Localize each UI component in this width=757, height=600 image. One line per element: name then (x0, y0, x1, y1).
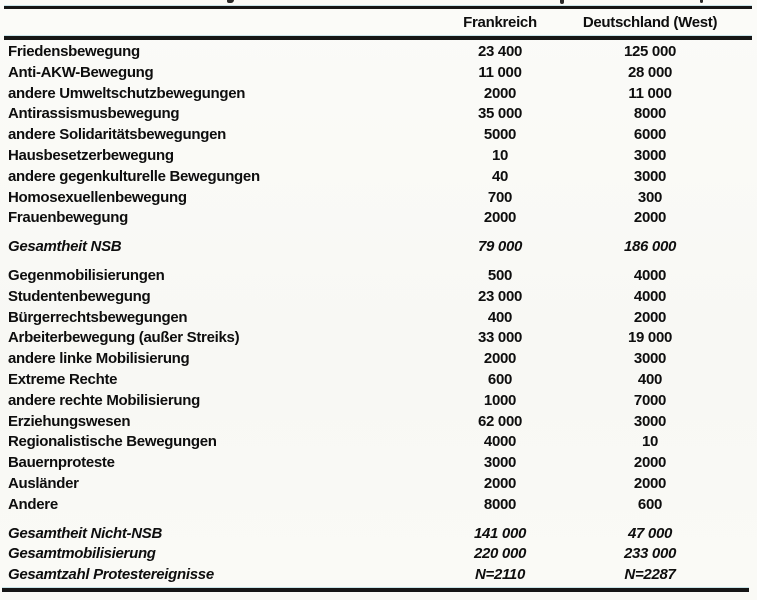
row-label: andere gegenkulturelle Bewegungen (8, 167, 260, 185)
row-value-frankreich: 1000 (483, 391, 517, 409)
row-value-frankreich: 8000 (483, 495, 517, 513)
row-value-frankreich: 600 (487, 370, 513, 388)
column-header-frankreich: Frankreich (463, 14, 537, 31)
table-row (0, 125, 757, 146)
table-row (0, 565, 757, 586)
row-label: Gesamtmobilisierung (8, 545, 156, 563)
row-value-frankreich: 2000 (483, 84, 517, 102)
row-label: Gesamtheit NSB (8, 238, 122, 256)
table-body (0, 40, 757, 586)
row-value-deutschland: 3000 (633, 412, 667, 430)
cropped-text-fragment (700, 0, 703, 3)
table-row (0, 167, 757, 188)
table-row (0, 391, 757, 412)
row-label: Frauenbewegung (8, 209, 128, 227)
table-row (0, 474, 757, 495)
row-value-frankreich: 700 (487, 188, 513, 206)
table-row (0, 104, 757, 125)
row-label: Arbeiterbewegung (außer Streiks) (8, 329, 240, 347)
row-value-deutschland: 4000 (633, 287, 667, 305)
row-value-frankreich: 220 000 (473, 545, 527, 563)
row-value-deutschland: 300 (637, 188, 663, 206)
table-row (0, 495, 757, 516)
row-value-frankreich: 2000 (483, 350, 517, 368)
table-row (0, 42, 757, 63)
row-value-frankreich: 62 000 (477, 412, 523, 430)
table-row (0, 328, 757, 349)
row-value-deutschland: 400 (637, 370, 663, 388)
row-value-deutschland: 2000 (633, 308, 667, 326)
row-label: andere rechte Mobilisierung (8, 391, 200, 409)
row-value-frankreich: 2000 (483, 474, 517, 492)
cropped-text-fragment (227, 0, 234, 3)
row-label: Gesamtheit Nicht-NSB (8, 524, 163, 542)
row-value-deutschland: 3000 (633, 350, 667, 368)
row-value-frankreich: 23 400 (477, 43, 523, 60)
row-value-frankreich: 141 000 (473, 524, 527, 542)
row-value-deutschland: 4000 (633, 266, 667, 284)
row-label: Erziehungswesen (8, 412, 131, 430)
row-label: Studentenbewegung (8, 287, 151, 305)
table-row (0, 188, 757, 209)
table-header-row (0, 9, 757, 36)
table-row (0, 146, 757, 167)
table-row (0, 412, 757, 433)
row-value-deutschland: 6000 (633, 126, 667, 144)
table-row (0, 266, 757, 287)
row-label: Andere (8, 495, 58, 513)
row-label: Bauernproteste (8, 454, 115, 472)
row-label: andere linke Mobilisierung (8, 350, 190, 368)
row-label: Bürgerrechtsbewegungen (8, 308, 188, 326)
row-value-deutschland: 233 000 (623, 545, 677, 563)
row-label: Gegenmobilisierungen (8, 266, 165, 284)
row-value-frankreich: N=2110 (474, 566, 526, 584)
table-bottom-rule (2, 588, 749, 592)
table-row (0, 349, 757, 370)
row-value-deutschland: 2000 (633, 474, 667, 492)
row-value-deutschland: 28 000 (627, 63, 673, 81)
table-row (0, 308, 757, 329)
cropped-text-fragment (560, 0, 564, 4)
row-value-deutschland: 8000 (633, 105, 667, 123)
column-header-deutschland-west: Deutschland (West) (582, 14, 718, 31)
row-value-frankreich: 500 (487, 266, 513, 284)
table-row (0, 84, 757, 105)
row-label: Hausbesetzerbewegung (8, 146, 174, 164)
row-label: Gesamtzahl Protestereignisse (8, 566, 214, 584)
row-label: Friedensbewegung (8, 43, 140, 60)
row-label: andere Solidaritätsbewegungen (8, 126, 227, 144)
row-label: Ausländer (8, 474, 79, 492)
row-label: Homosexuellenbewegung (8, 188, 187, 206)
row-value-deutschland: 19 000 (627, 329, 673, 347)
row-label: Anti-AKW-Bewegung (8, 63, 154, 81)
row-value-frankreich: 35 000 (477, 105, 523, 123)
row-value-deutschland: N=2287 (624, 566, 676, 584)
row-label: Regionalistische Bewegungen (8, 433, 217, 451)
table-row (0, 63, 757, 84)
row-value-deutschland: 10 (641, 433, 659, 451)
table-row (0, 524, 757, 545)
row-value-frankreich: 2000 (483, 209, 517, 227)
row-value-deutschland: 47 000 (627, 524, 673, 542)
table-row (0, 237, 757, 258)
row-value-frankreich: 79 000 (477, 238, 523, 256)
row-value-deutschland: 2000 (633, 454, 667, 472)
table-row (0, 287, 757, 308)
row-value-deutschland: 600 (637, 495, 663, 513)
table-row (0, 544, 757, 565)
row-value-frankreich: 10 (491, 146, 509, 164)
row-value-deutschland: 7000 (633, 391, 667, 409)
row-value-deutschland: 125 000 (623, 43, 677, 60)
row-value-frankreich: 33 000 (477, 329, 523, 347)
row-value-frankreich: 40 (491, 167, 509, 185)
row-value-frankreich: 11 000 (478, 63, 522, 81)
row-value-deutschland: 2000 (633, 209, 667, 227)
row-value-deutschland: 3000 (633, 167, 667, 185)
table-row (0, 208, 757, 229)
row-value-frankreich: 400 (487, 308, 513, 326)
row-value-deutschland: 186 000 (623, 238, 677, 256)
table-row (0, 432, 757, 453)
row-value-deutschland: 3000 (633, 146, 667, 164)
row-value-frankreich: 4000 (483, 433, 517, 451)
row-value-frankreich: 5000 (483, 126, 517, 144)
table-row (0, 453, 757, 474)
row-value-frankreich: 23 000 (477, 287, 523, 305)
row-value-deutschland: 11 000 (628, 84, 672, 102)
table-row (0, 370, 757, 391)
row-value-frankreich: 3000 (483, 454, 517, 472)
row-label: andere Umweltschutzbewegungen (8, 84, 246, 102)
row-label: Extreme Rechte (8, 370, 118, 388)
row-label: Antirassismusbewegung (8, 105, 180, 123)
